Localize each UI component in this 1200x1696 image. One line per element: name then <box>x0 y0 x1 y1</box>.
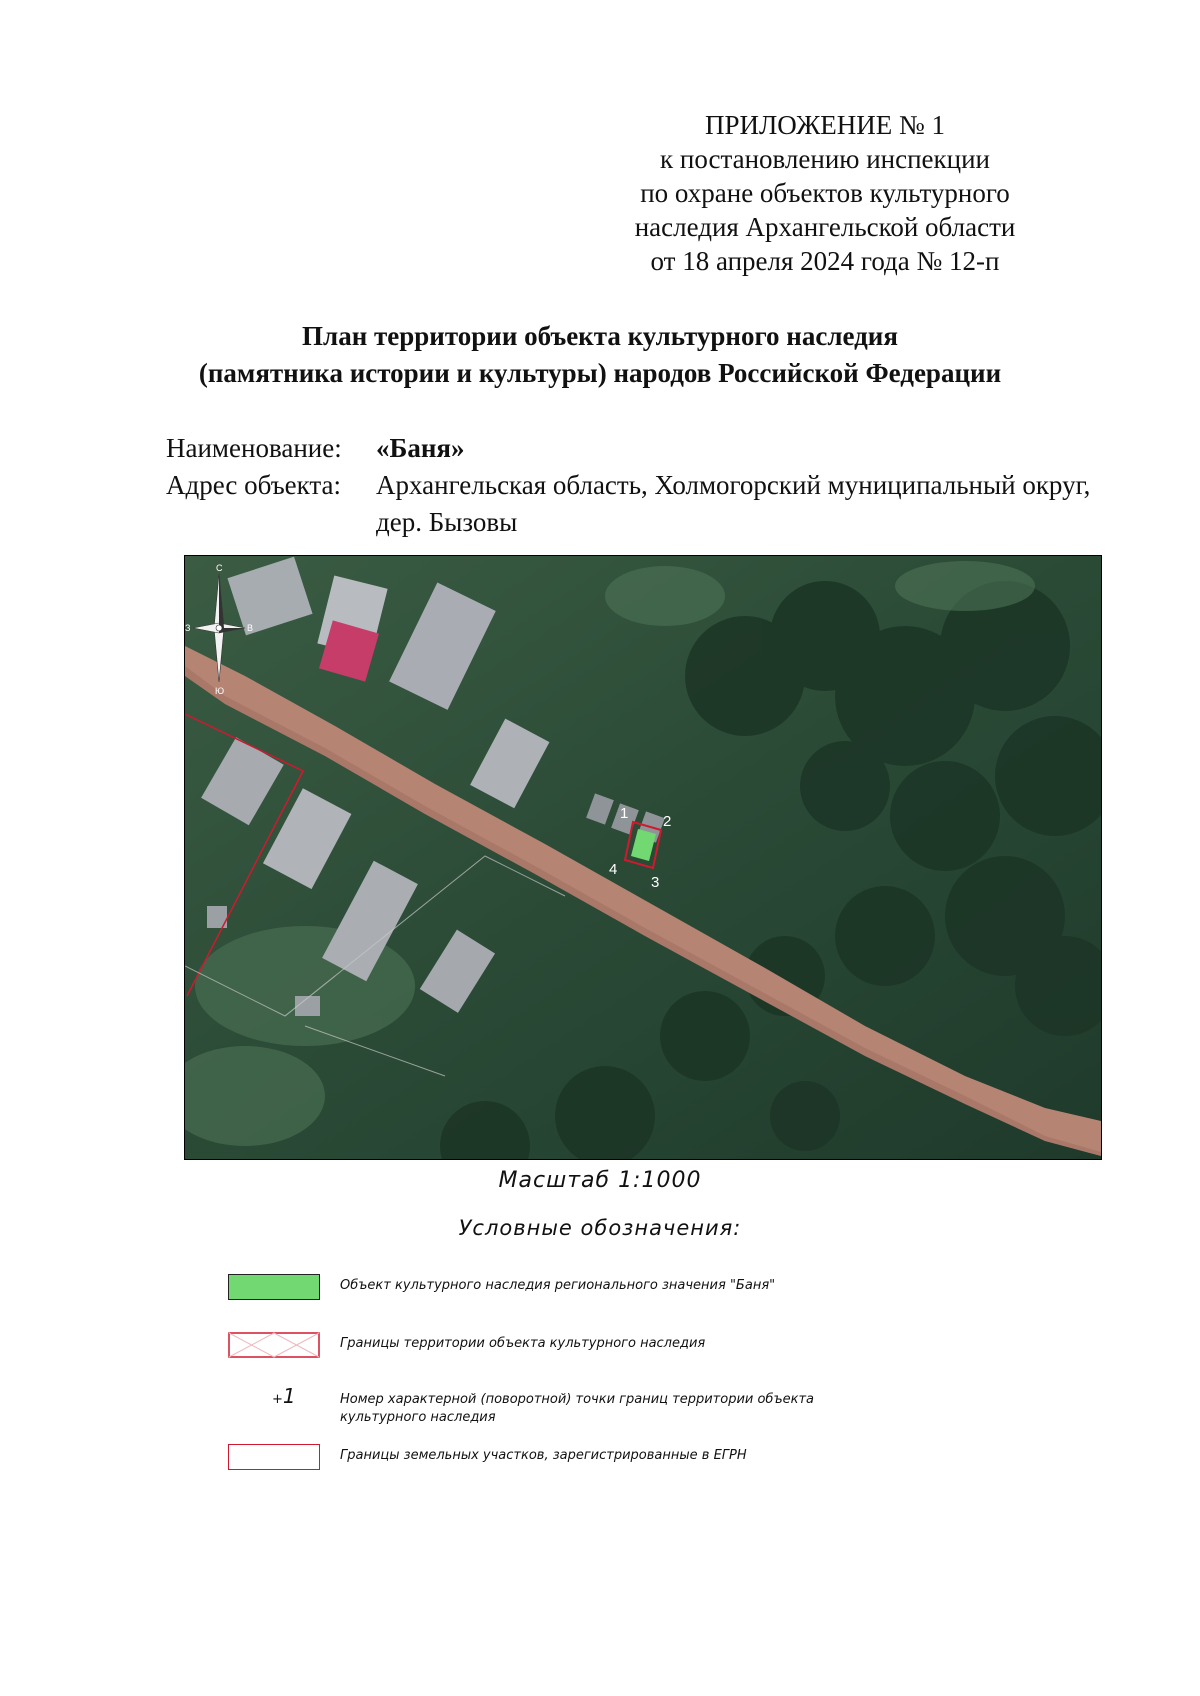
compass-east: В <box>247 623 254 633</box>
legend-text: Границы земельных участков, зарегистрированные в ЕГРН <box>340 1448 747 1463</box>
legend-text: Границы территории объекта культурного наследия <box>340 1336 706 1351</box>
compass-west: З <box>185 623 191 633</box>
name-value: «Баня» <box>376 433 465 463</box>
legend-text: Номер характерной (поворотной) точки границ территории объекта культурного наследия <box>340 1392 815 1425</box>
point-label-1: 1 <box>620 805 629 822</box>
name-row <box>166 430 1096 467</box>
compass-south: Ю <box>215 686 225 696</box>
satellite-map <box>184 555 1102 1160</box>
legend-point-symbol <box>272 1384 312 1414</box>
address-value: Архангельская область, Холмогорский муниципальный округ, дер. Бызовы <box>376 470 1091 537</box>
name-label: Наименование: <box>166 433 342 463</box>
point-label-4: 4 <box>609 861 618 878</box>
object-info <box>166 430 1096 541</box>
appendix-line: к постановлению инспекции <box>660 144 990 174</box>
map-scale: Масштаб 1:1000 <box>498 1168 702 1193</box>
appendix-line: по охране объектов культурного <box>640 178 1010 208</box>
appendix-header <box>545 108 1105 278</box>
legend-red-cross-box <box>228 1332 320 1358</box>
point-label-2: 2 <box>663 813 672 830</box>
title-line-1: План территории объекта культурного наследия <box>302 321 898 351</box>
legend-point-number: 1 <box>282 1384 296 1408</box>
point-label-3: 3 <box>651 874 660 891</box>
plus-icon: + <box>272 1392 283 1407</box>
legend-item-parcels <box>228 1444 1128 1484</box>
address-row <box>166 467 1096 541</box>
document-title <box>60 318 1140 392</box>
legend-item-territory <box>228 1332 1128 1372</box>
address-label: Адрес объекта: <box>166 470 342 500</box>
appendix-line: от 18 апреля 2024 года № 12-п <box>650 246 1000 276</box>
title-line-2: (памятника истории и культуры) народов Российской Федерации <box>198 358 1002 388</box>
legend-text: Объект культурного наследия регионального значения "Баня" <box>340 1278 776 1293</box>
legend-green-swatch <box>228 1274 320 1300</box>
legend-red-outline <box>228 1444 320 1470</box>
map-canvas <box>185 556 1101 1159</box>
legend-item-point <box>228 1384 1128 1428</box>
legend-item-object <box>228 1274 1128 1314</box>
appendix-line: наследия Архангельской области <box>634 212 1016 242</box>
appendix-line: ПРИЛОЖЕНИЕ № 1 <box>704 110 946 140</box>
compass-north: С <box>216 563 223 573</box>
legend-title: Условные обозначения: <box>458 1216 742 1240</box>
